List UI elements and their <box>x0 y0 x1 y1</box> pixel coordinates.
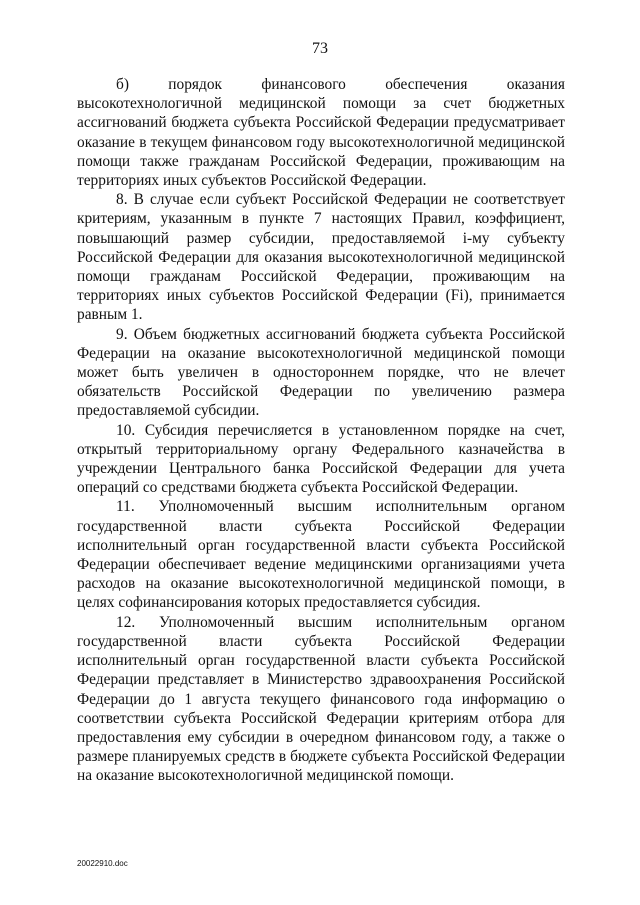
paragraph-11: 11. Уполномоченный высшим исполнительным органом государственной власти субъекта Российской Федерации исполнительный орган государственной власти субъекта Российской Федерации обеспечивает ведение медицинскими организациями учета расходов на оказание высокотехнологичной медицинской помощи, в целях софинансирования которых предоставляется субсидия. <box>77 498 565 612</box>
paragraph-b: б) порядок финансового обеспечения оказания высокотехнологичной медицинской помощи за счет бюджетных ассигнований бюджета субъекта Российской Федерации предусматривает оказание в текущем финансовом году высокотехнологичной медицинской помощи также гражданам Российской Федерации, проживающим на территориях иных субъектов Российской Федерации. <box>77 76 565 190</box>
page-number: 73 <box>312 40 328 57</box>
paragraph-9: 9. Объем бюджетных ассигнований бюджета субъекта Российской Федерации на оказание высокотехнологичной медицинской помощи может быть увеличен в одностороннем порядке, что не влечет обязательств Российской Федерации по увеличению размера предоставляемой субсидии. <box>77 325 565 420</box>
paragraph-8: 8. В случае если субъект Российской Федерации не соответствует критериям, указанным в пункте 7 настоящих Правил, коэффициент, повышающий размер субсидии, предоставляемой i-му субъекту Российской Федерации для оказания высокотехнологичной медицинской помощи гражданам Российской Федерации, проживающим на территориях иных субъектов Российской Федерации (Fi), принимается равным 1. <box>77 191 565 324</box>
paragraph-10: 10. Субсидия перечисляется в установленном порядке на счет, открытый территориальному органу Федерального казначейства в учреждении Центрального банка Российской Федерации для учета операций со средствами бюджета субъекта Российской Федерации. <box>77 421 565 497</box>
footer-filename: 20022910.doc <box>77 859 128 868</box>
document-body <box>77 75 565 786</box>
paragraph-12: 12. Уполномоченный высшим исполнительным органом государственной власти субъекта Российской Федерации исполнительный орган государственной власти субъекта Российской Федерации представляет в Министерство здравоохранения Российской Федерации до 1 августа текущего финансового года информацию о соответствии субъекта Российской Федерации критериям отбора для предоставления ему субсидии в очередном финансовом году, а также о размере планируемых средств в бюджете субъекта Российской Федерации на оказание высокотехнологичной медицинской помощи. <box>77 613 565 785</box>
